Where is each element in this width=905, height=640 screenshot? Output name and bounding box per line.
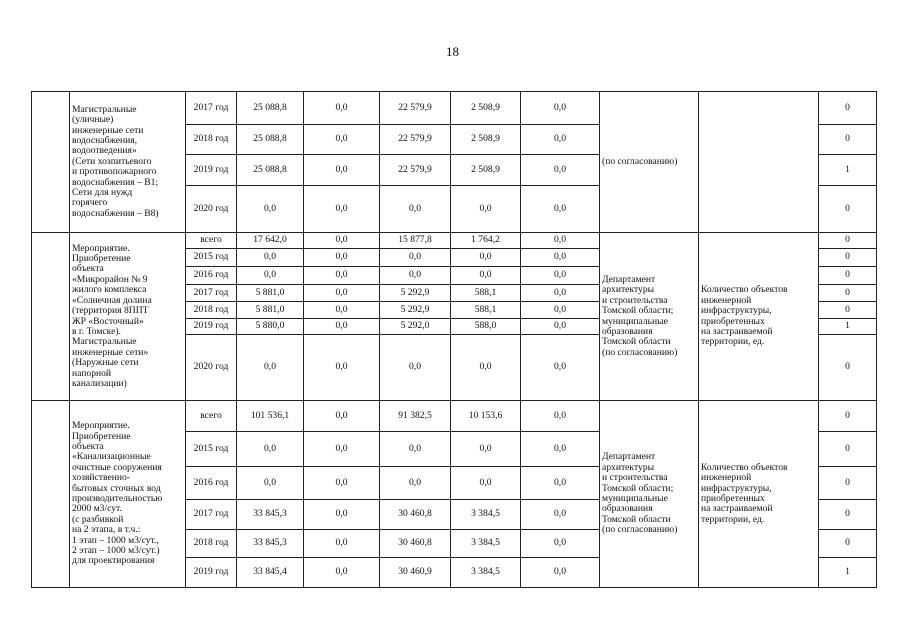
extra-budget-cell: 0,0: [521, 249, 600, 267]
extra-budget-cell: 0,0: [521, 530, 600, 558]
regional-cell: 0,0: [380, 267, 451, 285]
extra-budget-cell: 0,0: [521, 155, 600, 186]
table-row: [32, 233, 877, 249]
total-cell: 25 088,8: [237, 155, 304, 186]
federal-cell: 0,0: [304, 125, 380, 155]
year-cell: 2015 год: [186, 432, 237, 467]
executor-cell: Департамент архитектуры и строительства Томской области; муниципальные образования Томской области (по согласованию): [600, 233, 699, 401]
indicator-value-cell: 1: [819, 319, 877, 335]
extra-budget-cell: 0,0: [521, 432, 600, 467]
table-body: [32, 92, 877, 588]
total-cell: 0,0: [237, 249, 304, 267]
extra-budget-cell: 0,0: [521, 335, 600, 401]
year-cell: 2019 год: [186, 155, 237, 186]
total-cell: 0,0: [237, 267, 304, 285]
regional-cell: 0,0: [380, 432, 451, 467]
federal-cell: 0,0: [304, 530, 380, 558]
table-row: [32, 401, 877, 432]
year-cell: 2016 год: [186, 467, 237, 500]
activity-name: Мероприятие. Приобретение объекта «Канализационные очистные сооружения хозяйственно- бытовых сточных вод производительностью 2000 м3/сут. (с разбивкой на 2 этапа, в т.ч.: 1 этап – 1000 м3/сут., 2 этап – 1000 м3/сут.) для проектирования: [70, 401, 186, 588]
regional-cell: 5 292,9: [380, 302, 451, 319]
regional-cell: 0,0: [380, 335, 451, 401]
extra-budget-cell: 0,0: [521, 267, 600, 285]
row-number-cell: [32, 233, 70, 401]
local-cell: 588,0: [451, 319, 521, 335]
local-cell: 3 384,5: [451, 530, 521, 558]
regional-cell: 30 460,8: [380, 500, 451, 530]
year-cell: 2020 год: [186, 186, 237, 233]
total-cell: 33 845,3: [237, 530, 304, 558]
regional-cell: 15 877,8: [380, 233, 451, 249]
indicator-value-cell: 1: [819, 558, 877, 588]
indicator-value-cell: 0: [819, 233, 877, 249]
indicator-value-cell: 0: [819, 285, 877, 302]
indicator-value-cell: 0: [819, 249, 877, 267]
extra-budget-cell: 0,0: [521, 92, 600, 125]
row-number-cell: [32, 401, 70, 588]
year-cell: 2017 год: [186, 285, 237, 302]
federal-cell: 0,0: [304, 249, 380, 267]
extra-budget-cell: 0,0: [521, 319, 600, 335]
indicator-value-cell: 0: [819, 267, 877, 285]
year-cell: 2017 год: [186, 92, 237, 125]
total-cell: 5 881,0: [237, 302, 304, 319]
extra-budget-cell: 0,0: [521, 558, 600, 588]
total-cell: 101 536,1: [237, 401, 304, 432]
year-cell: 2020 год: [186, 335, 237, 401]
federal-cell: 0,0: [304, 558, 380, 588]
federal-cell: 0,0: [304, 186, 380, 233]
regional-cell: 0,0: [380, 467, 451, 500]
extra-budget-cell: 0,0: [521, 500, 600, 530]
total-cell: 17 642,0: [237, 233, 304, 249]
budget-table: [31, 91, 877, 588]
total-cell: 33 845,3: [237, 500, 304, 530]
federal-cell: 0,0: [304, 500, 380, 530]
extra-budget-cell: 0,0: [521, 302, 600, 319]
table-row: [32, 92, 877, 125]
regional-cell: 22 579,9: [380, 92, 451, 125]
regional-cell: 22 579,9: [380, 125, 451, 155]
local-cell: 0,0: [451, 249, 521, 267]
indicator-cell: Количество объектов инженерной инфраструктуры, приобретенных на застраиваемой территории, ед.: [699, 401, 819, 588]
page-number: 18: [446, 44, 459, 59]
executor-cell: (по согласованию): [600, 92, 699, 233]
indicator-value-cell: 0: [819, 467, 877, 500]
total-cell: 0,0: [237, 335, 304, 401]
indicator-value-cell: 0: [819, 125, 877, 155]
regional-cell: 5 292,0: [380, 319, 451, 335]
extra-budget-cell: 0,0: [521, 285, 600, 302]
year-cell: 2019 год: [186, 558, 237, 588]
regional-cell: 22 579,9: [380, 155, 451, 186]
local-cell: 1 764,2: [451, 233, 521, 249]
local-cell: 3 384,5: [451, 558, 521, 588]
indicator-cell: [699, 92, 819, 233]
extra-budget-cell: 0,0: [521, 233, 600, 249]
row-number-cell: [32, 92, 70, 233]
federal-cell: 0,0: [304, 155, 380, 186]
total-cell: 0,0: [237, 467, 304, 500]
year-cell: 2016 год: [186, 267, 237, 285]
local-cell: 0,0: [451, 186, 521, 233]
year-cell: 2015 год: [186, 249, 237, 267]
year-cell: 2017 год: [186, 500, 237, 530]
indicator-cell: Количество объектов инженерной инфраструктуры, приобретенных на застраиваемой территории, ед.: [699, 233, 819, 401]
indicator-value-cell: 0: [819, 500, 877, 530]
local-cell: 2 508,9: [451, 155, 521, 186]
local-cell: 0,0: [451, 467, 521, 500]
federal-cell: 0,0: [304, 401, 380, 432]
indicator-value-cell: 0: [819, 530, 877, 558]
year-cell: всего: [186, 233, 237, 249]
regional-cell: 0,0: [380, 186, 451, 233]
federal-cell: 0,0: [304, 432, 380, 467]
federal-cell: 0,0: [304, 467, 380, 500]
local-cell: 0,0: [451, 335, 521, 401]
year-cell: 2018 год: [186, 302, 237, 319]
local-cell: 10 153,6: [451, 401, 521, 432]
total-cell: 25 088,8: [237, 92, 304, 125]
regional-cell: 5 292,9: [380, 285, 451, 302]
executor-cell: Департамент архитектуры и строительства Томской области; муниципальные образования Томской области (по согласованию): [600, 401, 699, 588]
extra-budget-cell: 0,0: [521, 401, 600, 432]
federal-cell: 0,0: [304, 319, 380, 335]
extra-budget-cell: 0,0: [521, 125, 600, 155]
local-cell: 588,1: [451, 302, 521, 319]
total-cell: 33 845,4: [237, 558, 304, 588]
year-cell: всего: [186, 401, 237, 432]
indicator-value-cell: 0: [819, 335, 877, 401]
regional-cell: 91 382,5: [380, 401, 451, 432]
local-cell: 588,1: [451, 285, 521, 302]
total-cell: 5 880,0: [237, 319, 304, 335]
local-cell: 2 508,9: [451, 125, 521, 155]
federal-cell: 0,0: [304, 233, 380, 249]
activity-name: Магистральные (уличные) инженерные сети водоснабжения, водоотведения» (Сети хозпитьевого и противопожарного водоснабжения – В1; Сети для нужд горячего водоснабжения – В8): [70, 92, 186, 233]
year-cell: 2019 год: [186, 319, 237, 335]
federal-cell: 0,0: [304, 267, 380, 285]
year-cell: 2018 год: [186, 125, 237, 155]
local-cell: 0,0: [451, 267, 521, 285]
indicator-value-cell: 0: [819, 186, 877, 233]
regional-cell: 0,0: [380, 249, 451, 267]
indicator-value-cell: 0: [819, 432, 877, 467]
total-cell: 0,0: [237, 186, 304, 233]
activity-name: Мероприятие. Приобретение объекта «Микрорайон № 9 жилого комплекса «Солнечная долина (территория 8ППТ ЖР «Восточный» в г. Томске). Магистральные инженерные сети» (Наружные сети напорной канализации): [70, 233, 186, 401]
local-cell: 0,0: [451, 432, 521, 467]
extra-budget-cell: 0,0: [521, 186, 600, 233]
total-cell: 25 088,8: [237, 125, 304, 155]
federal-cell: 0,0: [304, 335, 380, 401]
total-cell: 5 881,0: [237, 285, 304, 302]
federal-cell: 0,0: [304, 302, 380, 319]
extra-budget-cell: 0,0: [521, 467, 600, 500]
federal-cell: 0,0: [304, 92, 380, 125]
total-cell: 0,0: [237, 432, 304, 467]
federal-cell: 0,0: [304, 285, 380, 302]
year-cell: 2018 год: [186, 530, 237, 558]
indicator-value-cell: 1: [819, 155, 877, 186]
indicator-value-cell: 0: [819, 401, 877, 432]
local-cell: 2 508,9: [451, 92, 521, 125]
local-cell: 3 384,5: [451, 500, 521, 530]
regional-cell: 30 460,9: [380, 558, 451, 588]
indicator-value-cell: 0: [819, 302, 877, 319]
regional-cell: 30 460,8: [380, 530, 451, 558]
indicator-value-cell: 0: [819, 92, 877, 125]
